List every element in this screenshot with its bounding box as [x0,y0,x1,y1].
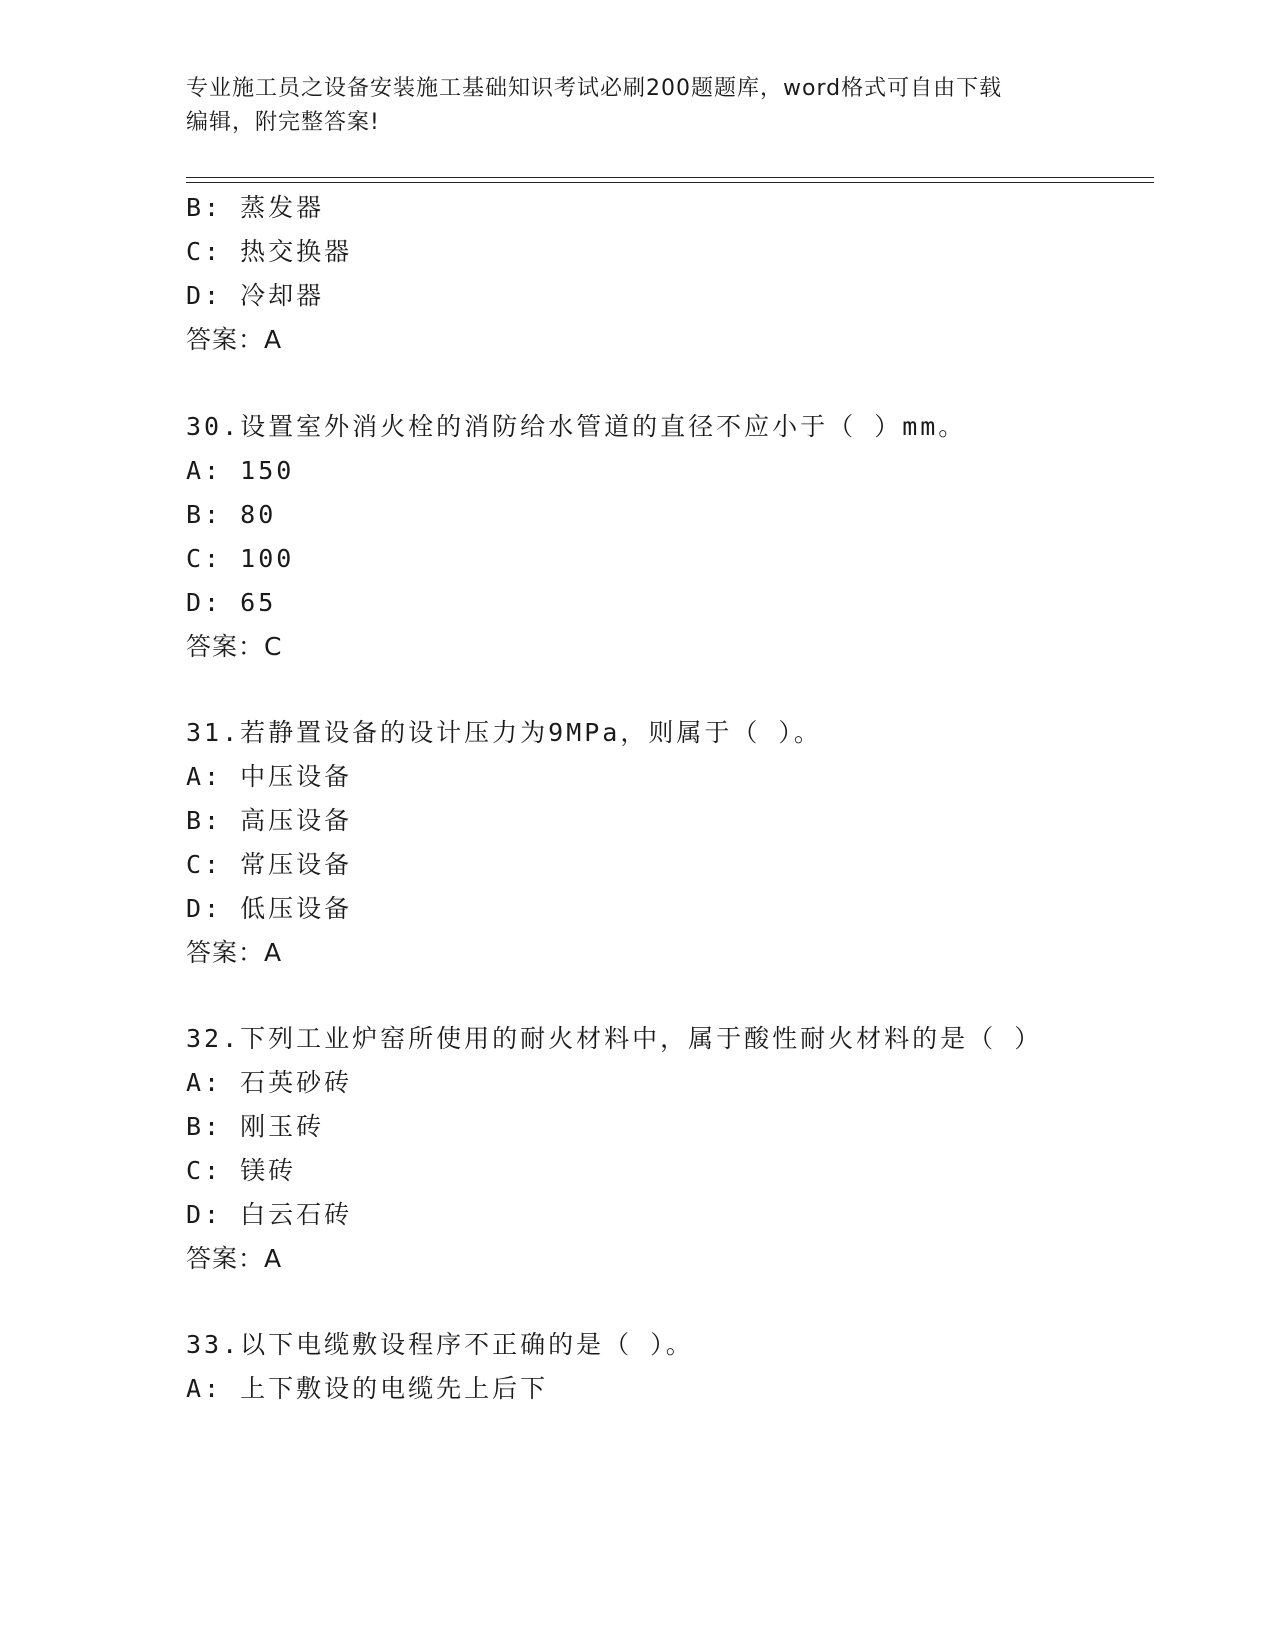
answer-32: 答案：A [186,1244,283,1273]
option-30-a: A: 150 [186,456,295,485]
option-31-d: D: 低压设备 [186,894,353,923]
header-divider-bottom [186,182,1154,183]
option-31-c: C: 常压设备 [186,850,353,879]
question-33-stem: 33.以下电缆敷设程序不正确的是（ ）。 [186,1330,694,1359]
option-32-c: C: 镁砖 [186,1156,297,1185]
header-title-line-1: 专业施工员之设备安装施工基础知识考试必刷200题题库，word格式可自由下载 [186,76,1003,101]
option-30-b: B: 80 [186,500,277,529]
option-29-c: C: 热交换器 [186,237,353,266]
header-divider-top [186,177,1154,178]
option-32-a: A: 石英砂砖 [186,1068,353,1097]
option-30-d: D: 65 [186,588,277,617]
option-31-b: B: 高压设备 [186,806,353,835]
header-title-line-2: 编辑，附完整答案! [186,110,380,135]
document-header [186,72,1086,140]
answer-30: 答案：C [186,632,283,661]
option-29-b: B: 蒸发器 [186,193,325,222]
option-31-a: A: 中压设备 [186,762,353,791]
option-32-d: D: 白云石砖 [186,1200,353,1229]
answer-29: 答案：A [186,325,283,354]
answer-31: 答案：A [186,938,283,967]
option-30-c: C: 100 [186,544,295,573]
option-33-a: A: 上下敷设的电缆先上后下 [186,1374,549,1403]
question-32-stem: 32.下列工业炉窑所使用的耐火材料中，属于酸性耐火材料的是（ ） [186,1024,1043,1053]
option-32-b: B: 刚玉砖 [186,1112,325,1141]
question-31-stem: 31.若静置设备的设计压力为9MPa，则属于（ ）。 [186,718,822,747]
question-30-stem: 30.设置室外消火栓的消防给水管道的直径不应小于（ ）mm。 [186,412,967,441]
option-29-d: D: 冷却器 [186,281,325,310]
